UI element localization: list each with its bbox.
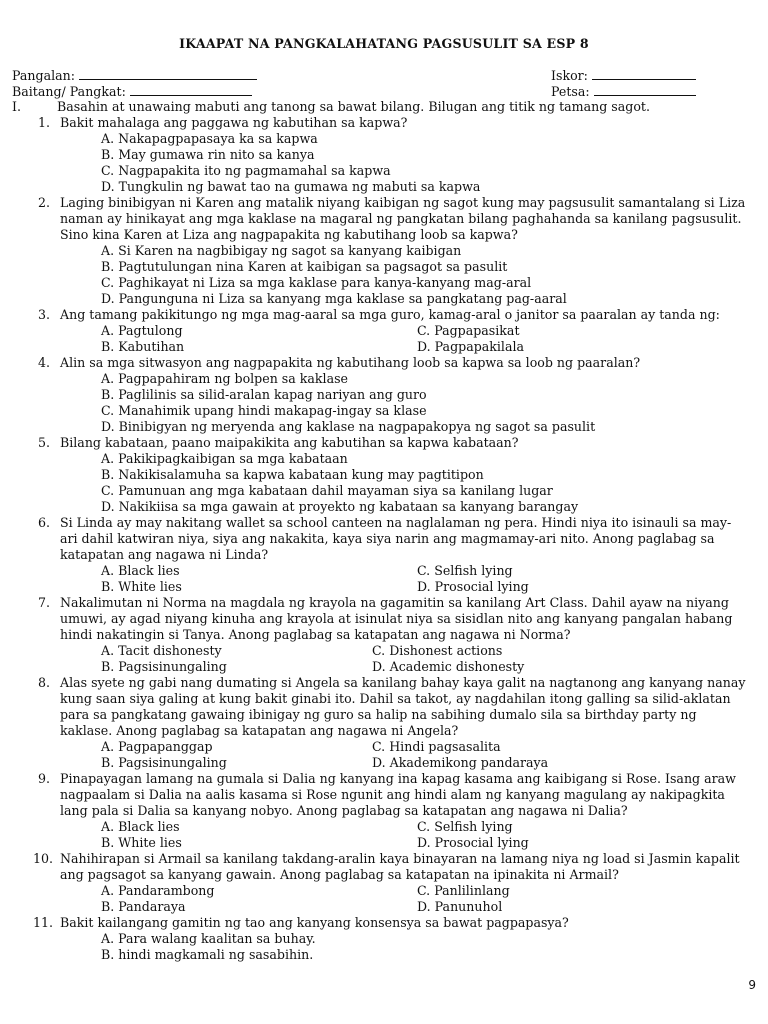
answer-option[interactable]: A. Black lies	[101, 819, 180, 834]
name-blank[interactable]	[79, 68, 257, 80]
answer-option[interactable]: B. Paglilinis sa silid-aralan kapag nariyan ang guro	[101, 387, 427, 402]
answer-option[interactable]: D. Panunuhol	[417, 899, 503, 914]
answer-option[interactable]: B. White lies	[101, 579, 182, 594]
question-text-line: Si Linda ay may nakitang wallet sa school canteen na naglalaman ng pera. Hindi niya ito isinauli sa may-	[60, 515, 732, 530]
answer-option[interactable]: B. Pandaraya	[101, 899, 186, 914]
answer-option[interactable]: A. Pakikipagkaibigan sa mga kabataan	[101, 451, 348, 466]
question-number: 3.	[38, 307, 51, 322]
question-text-line: Nakalimutan ni Norma na magdala ng krayola na gagamitin sa kanilang Art Class. Dahil ayaw na niyang	[60, 595, 729, 610]
answer-option[interactable]: D. Pagpapakilala	[417, 339, 525, 354]
score-field[interactable]	[551, 68, 696, 83]
section-label: Baitang/ Pangkat:	[12, 84, 126, 99]
instruction-number: I.	[12, 99, 21, 114]
answer-option[interactable]: C. Dishonest actions	[372, 643, 503, 658]
answer-option[interactable]: D. Akademikong pandaraya	[372, 755, 549, 770]
answer-option[interactable]: D. Academic dishonesty	[372, 659, 525, 674]
answer-option[interactable]: D. Prosocial lying	[417, 835, 529, 850]
question-number: 9.	[38, 771, 51, 786]
section-field[interactable]	[12, 84, 252, 99]
question-text-line: ang pagsagot sa kanyang gawain. Anong paglabag sa katapatan na ipinakita ni Armail?	[60, 867, 619, 882]
answer-option[interactable]: A. Nakapagpapasaya ka sa kapwa	[101, 131, 318, 146]
answer-option[interactable]: D. Tungkulin ng bawat tao na gumawa ng mabuti sa kapwa	[101, 179, 481, 194]
question-text-line: Ang tamang pakikitungo ng mga mag-aaral sa mga guro, kamag-aral o janitor sa paaralan ay tanda ng:	[60, 307, 720, 322]
name-label: Pangalan:	[12, 68, 75, 83]
answer-option[interactable]: C. Paghikayat ni Liza sa mga kaklase para kanya-kanyang mag-aral	[101, 275, 532, 290]
question-text-line: Nahihirapan si Armail sa kanilang takdang-aralin kaya binayaran na lamang niya ng load si Jasmin kapalit	[60, 851, 740, 866]
answer-option[interactable]: B. Pagsisinungaling	[101, 755, 227, 770]
exam-title: IKAAPAT NA PANGKALAHATANG PAGSUSULIT SA ESP 8	[179, 36, 589, 51]
answer-option[interactable]: A. Black lies	[101, 563, 180, 578]
question-number: 6.	[38, 515, 51, 530]
answer-option[interactable]: B. Pagtutulungan nina Karen at kaibigan sa pagsagot sa pasulit	[101, 259, 508, 274]
answer-option[interactable]: A. Pagtulong	[101, 323, 183, 338]
answer-option[interactable]: C. Selfish lying	[417, 563, 513, 578]
question-number: 7.	[38, 595, 51, 610]
question-text-line: Alin sa mga sitwasyon ang nagpapakita ng kabutihang loob sa kapwa sa loob ng paaralan?	[60, 355, 641, 370]
question-text-line: Laging binibigyan ni Karen ang matalik niyang kaibigan ng sagot kung may pagsusulit samantalang si Liza	[60, 195, 746, 210]
question-number: 11.	[33, 915, 54, 930]
answer-option[interactable]: A. Para walang kaalitan sa buhay.	[101, 931, 316, 946]
question-number: 4.	[38, 355, 51, 370]
question-number: 8.	[38, 675, 51, 690]
section-blank[interactable]	[130, 84, 252, 96]
answer-option[interactable]: D. Pangunguna ni Liza sa kanyang mga kaklase sa pangkatang pag-aaral	[101, 291, 567, 306]
page-number: 9	[748, 978, 756, 992]
answer-option[interactable]: A. Tacit dishonesty	[101, 643, 222, 658]
date-blank[interactable]	[594, 84, 696, 96]
score-blank[interactable]	[592, 68, 696, 80]
question-text-line: kung saan siya galing at kung bakit ginabi ito. Dahil sa takot, ay nagdahilan itong galling sa silid-aklatan	[60, 691, 731, 706]
answer-option[interactable]: B. May gumawa rin nito sa kanya	[101, 147, 315, 162]
question-number: 10.	[33, 851, 54, 866]
question-number: 5.	[38, 435, 51, 450]
question-number: 1.	[38, 115, 51, 130]
question-text-line: umuwi, ay agad niyang kinuha ang krayola at isinulat niya sa sisidlan nito ang kanyang pangalan habang	[60, 611, 733, 626]
question-text-line: hindi nakatingin si Tanya. Anong paglabag sa katapatan ang nagawa ni Norma?	[60, 627, 571, 642]
answer-option[interactable]: D. Nakikiisa sa mga gawain at proyekto ng kabataan sa kanyang barangay	[101, 499, 579, 514]
question-number: 2.	[38, 195, 51, 210]
instruction-text: Basahin at unawaing mabuti ang tanong sa bawat bilang. Bilugan ang titik ng tamang sagot.	[57, 99, 650, 114]
answer-option[interactable]: D. Binibigyan ng meryenda ang kaklase na nagpapakopya ng sagot sa pasulit	[101, 419, 596, 434]
answer-option[interactable]: C. Selfish lying	[417, 819, 513, 834]
answer-option[interactable]: D. Prosocial lying	[417, 579, 529, 594]
question-text-line: Sino kina Karen at Liza ang nagpapakita ng kabutihang loob sa kapwa?	[60, 227, 518, 242]
question-text-line: ari dahil katwiran niya, siya ang nakakita, kaya siya narin ang magmamay-ari nito. Anong paglabag sa	[60, 531, 715, 546]
answer-option[interactable]: A. Pagpapahiram ng bolpen sa kaklase	[101, 371, 349, 386]
date-label: Petsa:	[551, 84, 590, 99]
question-text-line: nagpaalam si Dalia na aalis kasama si Rose ngunit ang hindi alam ng kanyang magulang ay nakipagkita	[60, 787, 725, 802]
question-text-line: kaklase. Anong paglabag sa katapatan ang nagawa ni Angela?	[60, 723, 459, 738]
question-text-line: naman ay hinikayat ang mga kaklase na magaral ng pangkatan bilang paghahanda sa kanilang pagsusulit.	[60, 211, 742, 226]
question-text-line: katapatan ang nagawa ni Linda?	[60, 547, 269, 562]
answer-option[interactable]: B. Nakikisalamuha sa kapwa kabataan kung may pagtitipon	[101, 467, 484, 482]
answer-option[interactable]: C. Nagpapakita ito ng pagmamahal sa kapwa	[101, 163, 391, 178]
answer-option[interactable]: C. Panlilinlang	[417, 883, 510, 898]
name-field[interactable]	[12, 68, 257, 83]
question-text-line: Bilang kabataan, paano maipakikita ang kabutihan sa kapwa kabataan?	[60, 435, 519, 450]
question-text-line: Pinapayagan lamang na gumala si Dalia ng kanyang ina kapag kasama ang kaibigang si Rose. Isang araw	[60, 771, 736, 786]
answer-option[interactable]: C. Pamunuan ang mga kabataan dahil mayaman siya sa kanilang lugar	[101, 483, 553, 498]
answer-option[interactable]: B. Pagsisinungaling	[101, 659, 227, 674]
answer-option[interactable]: A. Pandarambong	[101, 883, 215, 898]
question-text-line: Alas syete ng gabi nang dumating si Angela sa kanilang bahay kaya galit na nagtanong ang kanyang nanay	[60, 675, 746, 690]
question-text-line: lang pala si Dalia sa kanyang nobyo. Anong paglabag sa katapatan ang nagawa ni Dalia?	[60, 803, 628, 818]
answer-option[interactable]: A. Si Karen na nagbibigay ng sagot sa kanyang kaibigan	[101, 243, 462, 258]
question-text-line: Bakit mahalaga ang paggawa ng kabutihan sa kapwa?	[60, 115, 408, 130]
answer-option[interactable]: C. Pagpapasikat	[417, 323, 520, 338]
answer-option[interactable]: C. Manahimik upang hindi makapag-ingay sa klase	[101, 403, 427, 418]
answer-option[interactable]: A. Pagpapanggap	[101, 739, 213, 754]
question-text-line: Bakit kailangang gamitin ng tao ang kanyang konsensya sa bawat pagpapasya?	[60, 915, 569, 930]
answer-option[interactable]: B. White lies	[101, 835, 182, 850]
answer-option[interactable]: B. Kabutihan	[101, 339, 185, 354]
answer-option[interactable]: C. Hindi pagsasalita	[372, 739, 501, 754]
date-field[interactable]	[551, 84, 696, 99]
question-text-line: para sa pangkatang gawaing ibinigay ng guro sa halip na sabihing dumalo sila sa birthday party ng	[60, 707, 697, 722]
score-label: Iskor:	[551, 68, 588, 83]
answer-option[interactable]: B. hindi magkamali ng sasabihin.	[101, 947, 314, 962]
